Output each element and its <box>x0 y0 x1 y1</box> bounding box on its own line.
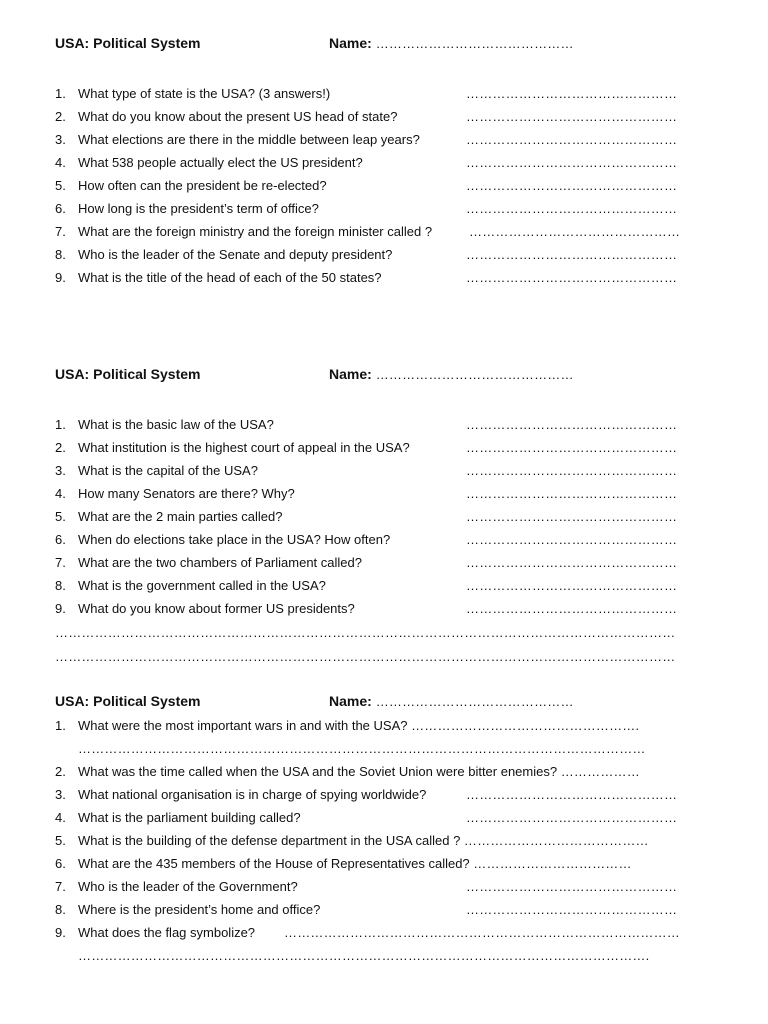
question-text: What 538 people actually elect the US president? <box>78 155 363 170</box>
answer-blank-2[interactable]: ………………………………………… <box>466 440 678 455</box>
question-text: What were the most important wars in and with the USA? <box>78 718 408 733</box>
question-6: 6. What are the 435 members of the House of Representatives called? ……………………………… <box>55 856 632 871</box>
name-field[interactable] <box>329 693 574 709</box>
answer-blank-9[interactable]: ………………………………………… <box>466 601 678 616</box>
section-title: USA: Political System <box>55 693 201 709</box>
answer-blank-6[interactable]: ………………………………………… <box>466 201 678 216</box>
name-field[interactable] <box>329 35 574 51</box>
section-title: USA: Political System <box>55 35 201 51</box>
question-3: 3. What is the capital of the USA? <box>55 463 258 478</box>
question-7: 7. What are the foreign ministry and the foreign minister called ? <box>55 224 433 239</box>
answer-blank-8[interactable]: ………………………………………… <box>466 902 678 917</box>
question-text: What are the two chambers of Parliament called? <box>78 555 362 570</box>
answer-blank-3[interactable]: ………………………………………… <box>466 787 678 802</box>
question-text: What are the foreign ministry and the foreign minister called ? <box>78 224 433 239</box>
question-text: What national organisation is in charge of spying worldwide? <box>78 787 427 802</box>
question-text: What is the basic law of the USA? <box>78 417 274 432</box>
name-label: Name: <box>329 693 372 709</box>
answer-blank-7[interactable]: ………………………………………… <box>466 879 678 894</box>
answer-blank-6[interactable]: ……………………………… <box>473 856 632 871</box>
question-text: Where is the president’s home and office? <box>78 902 321 917</box>
question-text: What do you know about former US presidents? <box>78 601 355 616</box>
answer-blank-7[interactable]: ………………………………………… <box>466 555 678 570</box>
question-text: What is the title of the head of each of the 50 states? <box>78 270 382 285</box>
question-text: What institution is the highest court of appeal in the USA? <box>78 440 410 455</box>
question-text: When do elections take place in the USA? How often? <box>78 532 391 547</box>
answer-blank-9[interactable]: ……………………………………………………………………………… <box>284 925 680 940</box>
answer-blank-1[interactable]: ……………………………………………. <box>411 718 640 733</box>
question-1: 1. What were the most important wars in and with the USA? ……………………………………………. <box>55 718 640 733</box>
question-7: 7. Who is the leader of the Government? <box>55 879 298 894</box>
question-3: 3. What elections are there in the middle between leap years? <box>55 132 420 147</box>
answer-line-extra-2[interactable]: …………………………………………………………………………………………………………………………… <box>55 649 676 664</box>
answer-blank-8[interactable]: ………………………………………… <box>466 578 678 593</box>
question-text: What is the parliament building called? <box>78 810 301 825</box>
question-9: 9. What is the title of the head of each of the 50 states? <box>55 270 382 285</box>
answer-blank-7[interactable]: ………………………………………… <box>469 224 681 239</box>
question-6: 6. How long is the president’s term of office? <box>55 201 319 216</box>
answer-blank-2[interactable]: ……………… <box>560 764 640 779</box>
question-text: What type of state is the USA? (3 answers!) <box>78 86 331 101</box>
answer-blank-1[interactable]: ………………………………………… <box>466 86 678 101</box>
name-blank[interactable]: ……………………………………… <box>375 367 574 382</box>
question-5: 5. What is the building of the defense department in the USA called ? …………………………………… <box>55 833 649 848</box>
question-4: 4. How many Senators are there? Why? <box>55 486 295 501</box>
question-8: 8. Where is the president’s home and office? <box>55 902 321 917</box>
answer-blank-4[interactable]: ………………………………………… <box>466 810 678 825</box>
question-text: What are the 2 main parties called? <box>78 509 283 524</box>
question-text: What is the government called in the USA? <box>78 578 326 593</box>
question-8: 8. What is the government called in the USA? <box>55 578 326 593</box>
question-2: 2. What was the time called when the USA and the Soviet Union were bitter enemies? ……………… <box>55 764 640 779</box>
question-4: 4. What 538 people actually elect the US president? <box>55 155 363 170</box>
answer-blank-3[interactable]: ………………………………………… <box>466 132 678 147</box>
question-text: Who is the leader of the Government? <box>78 879 298 894</box>
answer-blank-4[interactable]: ………………………………………… <box>466 486 678 501</box>
question-5: 5. What are the 2 main parties called? <box>55 509 283 524</box>
question-text: What is the building of the defense department in the USA called ? <box>78 833 461 848</box>
question-9: 9. What does the flag symbolize? <box>55 925 256 940</box>
answer-blank-5[interactable]: ………………………………………… <box>466 178 678 193</box>
question-text: What elections are there in the middle between leap years? <box>78 132 420 147</box>
question-7: 7. What are the two chambers of Parliament called? <box>55 555 362 570</box>
question-2: 2. What do you know about the present US head of state? <box>55 109 398 124</box>
name-field[interactable] <box>329 366 574 382</box>
question-text: What does the flag symbolize? <box>78 925 256 940</box>
question-1: 1. What type of state is the USA? (3 answers!) <box>55 86 331 101</box>
answer-continuation-1[interactable]: ………………………………………………………………………………………………………………… <box>78 741 646 756</box>
answer-line-extra-1[interactable]: …………………………………………………………………………………………………………………………… <box>55 625 676 640</box>
question-text: How many Senators are there? Why? <box>78 486 295 501</box>
question-text: What is the capital of the USA? <box>78 463 258 478</box>
question-8: 8. Who is the leader of the Senate and deputy president? <box>55 247 393 262</box>
answer-blank-1[interactable]: ………………………………………… <box>466 417 678 432</box>
answer-blank-3[interactable]: ………………………………………… <box>466 463 678 478</box>
question-3: 3. What national organisation is in charge of spying worldwide? <box>55 787 427 802</box>
question-2: 2. What institution is the highest court of appeal in the USA? <box>55 440 410 455</box>
question-5: 5. How often can the president be re-elected? <box>55 178 327 193</box>
question-text: What was the time called when the USA and the Soviet Union were bitter enemies? <box>78 764 558 779</box>
name-label: Name: <box>329 35 372 51</box>
question-text: Who is the leader of the Senate and deputy president? <box>78 247 393 262</box>
name-blank[interactable]: ……………………………………… <box>375 694 574 709</box>
answer-blank-2[interactable]: ………………………………………… <box>466 109 678 124</box>
answer-blank-5[interactable]: ………………………………………… <box>466 509 678 524</box>
question-text: What do you know about the present US head of state? <box>78 109 398 124</box>
question-1: 1. What is the basic law of the USA? <box>55 417 274 432</box>
answer-continuation-9[interactable]: …………………………………………………………………………………………………………………. <box>78 948 650 963</box>
answer-blank-4[interactable]: ………………………………………… <box>466 155 678 170</box>
question-4: 4. What is the parliament building called? <box>55 810 301 825</box>
answer-blank-8[interactable]: ………………………………………… <box>466 247 678 262</box>
question-6: 6. When do elections take place in the USA? How often? <box>55 532 391 547</box>
name-blank[interactable]: ……………………………………… <box>375 36 574 51</box>
question-text: How long is the president’s term of office? <box>78 201 319 216</box>
question-9: 9. What do you know about former US presidents? <box>55 601 355 616</box>
section-title: USA: Political System <box>55 366 201 382</box>
answer-blank-5[interactable]: …………………………………… <box>463 833 649 848</box>
question-text: How often can the president be re-elected? <box>78 178 327 193</box>
answer-blank-6[interactable]: ………………………………………… <box>466 532 678 547</box>
answer-blank-9[interactable]: ………………………………………… <box>466 270 678 285</box>
question-text: What are the 435 members of the House of Representatives called? <box>78 856 470 871</box>
name-label: Name: <box>329 366 372 382</box>
